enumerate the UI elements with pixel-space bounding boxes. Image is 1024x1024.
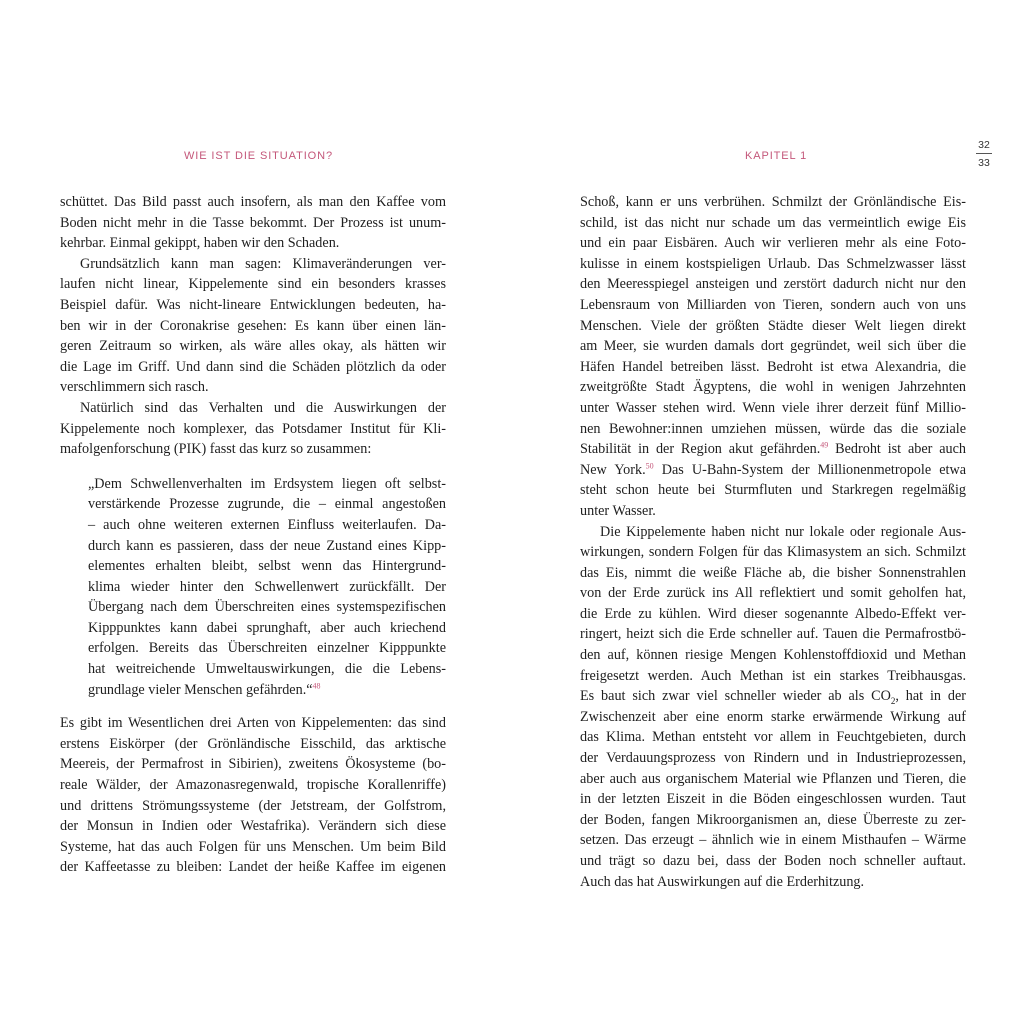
text-line-content: mafolgenforschung (PIK) fasst das kurz so zusammen: xyxy=(60,441,372,458)
text-line-content: Häfen Handel betreiben lässt. Bedroht ist etwa Alexandria, die xyxy=(580,358,966,375)
text-line-continuation: Bedroht ist aber auch xyxy=(828,441,966,458)
text-line xyxy=(580,295,966,316)
text-line xyxy=(580,851,966,872)
text-line-content: erstens Eiskörper (der Grönländische Eisschild, das arktische xyxy=(60,735,446,752)
text-line xyxy=(580,480,966,501)
text-line xyxy=(88,556,446,577)
page-number-divider xyxy=(976,153,992,154)
text-line xyxy=(60,796,446,817)
text-line xyxy=(88,659,446,680)
text-line xyxy=(60,754,446,775)
text-line xyxy=(580,254,966,275)
text-line xyxy=(60,857,446,878)
footnote-marker[interactable]: 48 xyxy=(312,680,321,690)
text-line xyxy=(580,274,966,295)
text-line-content: – auch ohne weiteren externen Einfluss weiterlaufen. Da- xyxy=(88,516,446,533)
text-line-content: verschlimmern sich rasch. xyxy=(60,379,209,396)
text-line xyxy=(88,474,446,495)
text-line xyxy=(88,536,446,557)
text-line-content: Kippelemente noch komplexer, das Potsdamer Institut für Kli- xyxy=(60,420,446,437)
text-line-content: Grundsätzlich kann man sagen: Klimaveränderungen ver- xyxy=(80,255,446,272)
text-line-content: der Boden, fangen Mikroorganismen an, diese Überreste zu zer- xyxy=(580,811,966,828)
text-line xyxy=(60,734,446,755)
text-line-content: das Klima. Methan entsteht vor allem in Feuchtgebieten, durch xyxy=(580,729,966,746)
text-line-content: steht schon heute bei Sturmfluten und Starkregen regelmäßig xyxy=(580,482,966,499)
text-line xyxy=(580,563,966,584)
text-line xyxy=(580,789,966,810)
text-line-content: den Meeresspiegel ansteigen und zerstört dadurch nicht nur den xyxy=(580,276,966,293)
text-line-content: Auch das hat Auswirkungen auf die Erderhitzung. xyxy=(580,873,865,890)
text-line-content: unter Wasser. xyxy=(580,502,656,519)
text-line-content: Meereis, der Permafrost in Sibirien), zweitens Ökosysteme (bo- xyxy=(60,756,446,773)
text-line-content: wirkungen, sondern Folgen für das Klimasystem an sich. Schmilzt xyxy=(580,544,966,561)
block-quote xyxy=(60,474,446,701)
text-line-content: Stabilität in der Region akut gefährden. xyxy=(580,441,821,458)
text-line-content: reale Wälder, der Amazonasregenwald, tropische Korallenriffe) xyxy=(60,777,446,794)
subscript: 2 xyxy=(890,696,896,707)
right-page-paragraphs xyxy=(580,192,966,892)
text-line-content: das Eis, nimmt die weiße Fläche ab, die bisher Sonnenstrahlen xyxy=(580,564,966,581)
text-line xyxy=(60,398,446,419)
text-line xyxy=(580,377,966,398)
text-line xyxy=(580,439,966,460)
text-line xyxy=(580,460,966,481)
text-line-content: Kipppunktes kann dabei sprunghaft, aber auch kriechend xyxy=(88,619,446,636)
text-line xyxy=(60,837,446,858)
text-line xyxy=(88,494,446,515)
text-line xyxy=(60,336,446,357)
text-line-content: die Erde zu kühlen. Wird dieser sogenannte Albedo-Effekt ver- xyxy=(580,605,966,622)
footnote-marker[interactable]: 49 xyxy=(820,440,829,450)
text-line xyxy=(580,830,966,851)
text-line xyxy=(580,522,966,543)
text-line-content: hat weitreichende Umweltauswirkungen, die die Lebens- xyxy=(88,661,446,678)
text-line-content: am Meer, sie wurden damals dort gegründet, weil sich über die xyxy=(580,338,966,355)
text-line-content: Menschen. Viele der größten Städte dieser Welt liegen direkt xyxy=(580,317,966,334)
text-line xyxy=(60,816,446,837)
text-line-content: Es gibt im Wesentlichen drei Arten von Kippelementen: das sind xyxy=(60,715,446,732)
text-line xyxy=(60,192,446,213)
text-line-content: zweitgrößte Stadt Ägyptens, die wohl in wenigen Jahrzehnten xyxy=(580,379,966,396)
text-line-content: die Lage im Griff. Und dann sind die Schäden plötzlich da oder xyxy=(60,358,446,375)
text-line-continuation: , hat in der xyxy=(895,688,966,705)
text-line-content: elementes erhalten bleibt, selbst wenn das Hintergrund- xyxy=(88,558,446,575)
text-line-content: und ein paar Eisbären. Auch wir verlieren mehr als eine Foto- xyxy=(580,235,966,252)
text-line xyxy=(60,357,446,378)
text-line-content: geren Zeitraum so wirken, als wäre alles okay, als hätten wir xyxy=(60,338,446,355)
text-line-content: der Monsun in Indien oder Westafrika). Verändern sich diese xyxy=(60,818,446,835)
left-page-paragraphs xyxy=(60,192,446,460)
text-line-content: schüttet. Das Bild passt auch insofern, als man den Kaffee vom xyxy=(60,194,446,210)
text-line-content: Systeme, hat das auch Folgen für uns Menschen. Um beim Bild xyxy=(60,838,446,855)
text-line-content: „Dem Schwellenverhalten im Erdsystem liegen oft selbst- xyxy=(88,475,446,492)
text-line xyxy=(88,638,446,659)
text-line xyxy=(60,254,446,275)
text-line xyxy=(60,439,446,460)
text-line-content: durch kann es passieren, dass der neue Zustand eines Kipp- xyxy=(88,537,446,554)
text-line xyxy=(580,192,966,213)
text-line xyxy=(580,645,966,666)
text-line-content: und drittens Strömungssysteme (der Jetstream, der Golfstrom, xyxy=(60,797,446,814)
text-line xyxy=(88,577,446,598)
text-line xyxy=(580,686,966,707)
text-line xyxy=(60,316,446,337)
text-line-content: klima wieder hinter den Schwellenwert zurückfällt. Der xyxy=(88,578,446,595)
text-line xyxy=(580,872,966,893)
text-line-content: von der Erde zurück ins All reflektiert und somit geholfen hat, xyxy=(580,585,966,602)
text-line-content: nen Bewohner:innen umziehen müssen, würde das die soziale xyxy=(580,420,966,437)
text-line-content: Es baut sich zwar viel schneller wieder ab als CO xyxy=(580,688,891,705)
text-line-content: verstärkende Prozesse zugrunde, die – einmal angestoßen xyxy=(88,496,446,513)
text-line xyxy=(580,604,966,625)
text-line xyxy=(580,501,966,522)
text-line-content: setzen. Das erzeugt – ähnlich wie in einem Misthaufen – Wärme xyxy=(580,832,966,849)
text-line-content: Die Kippelemente haben nicht nur lokale oder regionale Aus- xyxy=(600,523,966,540)
text-line-content: der Verdauungsprozess von Rindern und in Industrieprozessen, xyxy=(580,750,966,767)
footnote-marker[interactable]: 50 xyxy=(645,460,654,470)
text-line xyxy=(580,542,966,563)
text-line-content: kehrbar. Einmal gekippt, haben wir den Schaden. xyxy=(60,235,340,252)
text-line-content: unter Wasser stehen wird. Wenn viele ihrer derzeit fünf Millio- xyxy=(580,399,966,416)
text-line xyxy=(60,295,446,316)
text-line-content: kulisse in einem kostspieligen Urlaub. Das Schmelzwasser lässt xyxy=(580,255,966,272)
text-line-content: Natürlich sind das Verhalten und die Auswirkungen der xyxy=(80,399,446,416)
text-line-content: Beispiel dafür. Was nicht-lineare Entwicklungen bedeuten, ha- xyxy=(60,296,446,313)
text-line xyxy=(60,213,446,234)
text-line xyxy=(580,357,966,378)
text-line-continuation: Das U-Bahn-System der Millionenmetropole etwa xyxy=(653,461,967,478)
text-line-content: und trägt so dazu bei, dass der Boden noch schneller auftaut. xyxy=(580,853,966,869)
text-line-content: freigesetzt werden. Auch Methan ist ein starkes Treibhausgas. xyxy=(580,667,966,684)
text-line xyxy=(580,398,966,419)
page-number-left: 32 xyxy=(978,139,990,151)
text-line xyxy=(88,597,446,618)
spacer xyxy=(60,700,446,713)
text-line xyxy=(580,583,966,604)
text-line-content: Zwischenzeit aber eine enorm starke erwärmende Wirkung auf xyxy=(580,708,966,725)
text-line xyxy=(580,233,966,254)
spacer xyxy=(60,460,446,474)
text-line xyxy=(60,419,446,440)
text-line xyxy=(580,707,966,728)
running-header-left: WIE IST DIE SITUATION? xyxy=(184,150,333,162)
left-page-continuation xyxy=(60,713,446,878)
text-line-content: New York. xyxy=(580,461,646,478)
text-line xyxy=(60,377,446,398)
text-line-content: laufen nicht linear, Kippelemente sind ein besonders krasses xyxy=(60,276,446,293)
text-line xyxy=(580,213,966,234)
page-number-right: 33 xyxy=(978,157,990,169)
right-page-body xyxy=(580,192,966,892)
text-line xyxy=(88,618,446,639)
text-line-content: erfolgen. Bereits das Überschreiten einzelner Kipppunkte xyxy=(88,640,446,657)
text-line-content: aber auch aus organischem Material wie Pflanzen und Tieren, die xyxy=(580,770,966,787)
left-page-body xyxy=(60,192,446,878)
text-line xyxy=(580,624,966,645)
text-line xyxy=(580,748,966,769)
text-line xyxy=(580,336,966,357)
text-line xyxy=(580,316,966,337)
text-line xyxy=(88,680,446,701)
text-line-content: grundlage vieler Menschen gefährden.“ xyxy=(88,681,313,698)
text-line xyxy=(60,775,446,796)
text-line xyxy=(580,727,966,748)
text-line-content: Boden nicht mehr in die Tasse bekommt. Der Prozess ist unum- xyxy=(60,214,446,231)
text-line-content: in der letzten Eiszeit in die Böden eingeschlossen wurden. Taut xyxy=(580,791,966,808)
text-line-content: der Kaffeetasse zu bleiben: Landet der heiße Kaffee im eigenen xyxy=(60,859,446,876)
text-line xyxy=(580,769,966,790)
text-line xyxy=(88,515,446,536)
text-line xyxy=(580,666,966,687)
text-line-content: Übergang nach dem Überschreiten eines systemspezifischen xyxy=(88,599,446,616)
text-line xyxy=(580,419,966,440)
text-line-content: den auf, können riesige Mengen Kohlenstoffdioxid und Methan xyxy=(580,647,966,664)
text-line-content: Lebensraum von Milliarden von Tieren, sondern auch von uns xyxy=(580,296,966,313)
text-line xyxy=(60,713,446,734)
text-line-content: ringert, heizt sich die Erde schneller auf. Tauen die Permafrostbö- xyxy=(580,626,966,643)
text-line xyxy=(60,233,446,254)
text-line-content: schild, ist das nicht nur schade um das vermeintlich ewige Eis xyxy=(580,214,966,231)
text-line xyxy=(580,810,966,831)
text-line-content: ben wir in der Coronakrise gesehen: Es kann über einen län- xyxy=(60,317,446,334)
text-line-content: Schoß, kann er uns verbrühen. Schmilzt der Grönländische Eis- xyxy=(580,194,966,210)
text-line xyxy=(60,274,446,295)
running-header-right: KAPITEL 1 xyxy=(745,150,808,162)
